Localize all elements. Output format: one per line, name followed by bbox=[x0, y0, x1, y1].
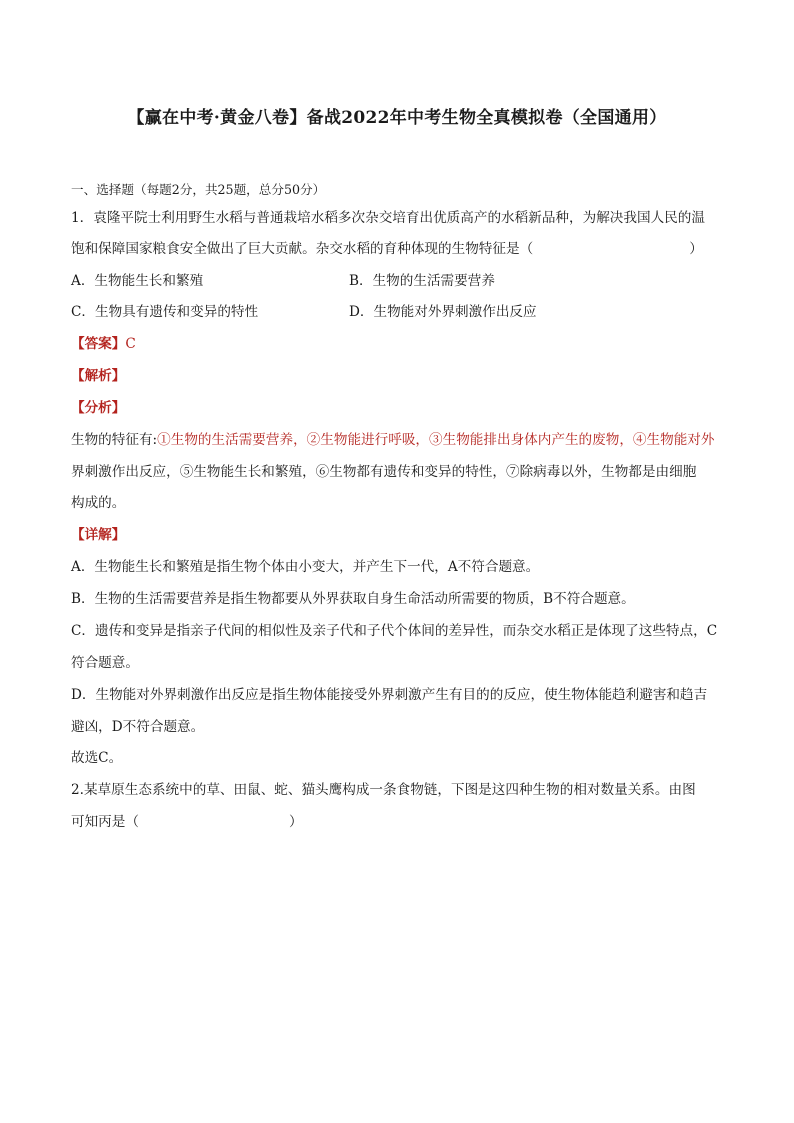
detail-d-line1: D．生物能对外界刺激作出反应是指生物体能接受外界刺激产生有目的的反应，使生物体能趋利避害和趋吉 bbox=[71, 687, 708, 703]
analysis-tag: 【解析】 bbox=[71, 368, 126, 384]
fenxi-line1-lead: 生物的特征有: bbox=[71, 432, 158, 448]
q1-stem-close: ） bbox=[689, 241, 703, 257]
fenxi-line1 bbox=[71, 431, 715, 449]
q1-stem-line1: 1．袁隆平院士利用野生水稻与普通栽培水稻多次杂交培育出优质高产的水稻新品种，为解决我国人民的温 bbox=[71, 210, 705, 226]
page-title: 【赢在中考·黄金八卷】备战2022年中考生物全真模拟卷（全国通用） bbox=[127, 108, 667, 128]
section-header: 一、选择题（每题2分，共25题，总分50分） bbox=[71, 182, 326, 197]
q1-option-a: A．生物能生长和繁殖 bbox=[71, 273, 204, 289]
q1-option-b: B．生物的生活需要营养 bbox=[349, 273, 495, 289]
fenxi-line1-red: ①生物的生活需要营养，②生物能进行呼吸，③生物能排出身体内产生的废物，④生物能对外 bbox=[157, 432, 715, 448]
answer-value: C bbox=[125, 336, 136, 352]
q2-stem-line2 bbox=[71, 813, 303, 831]
q2-stem-text: 可知丙是（ bbox=[71, 814, 139, 830]
detail-b: B．生物的生活需要营养是指生物都要从外界获取自身生命活动所需要的物质，B不符合题意。 bbox=[71, 591, 635, 607]
answer-line bbox=[71, 335, 136, 353]
detail-d-line2: 避凶，D不符合题意。 bbox=[71, 719, 205, 735]
detail-c-line1: C．遗传和变异是指亲子代间的相似性及亲子代和子代个体间的差异性，而杂交水稻正是体现了这些特点，C bbox=[71, 623, 718, 639]
q1-stem-text: 饱和保障国家粮食安全做出了巨大贡献。杂交水稻的育种体现的生物特征是（ bbox=[71, 241, 534, 257]
q2-stem-close: ） bbox=[288, 814, 303, 830]
q1-stem-line2 bbox=[71, 240, 703, 258]
detail-tag: 【详解】 bbox=[71, 527, 126, 543]
conclusion: 故选C。 bbox=[71, 750, 123, 766]
detail-c-line2: 符合题意。 bbox=[71, 655, 139, 671]
q1-option-d: D．生物能对外界刺激作出反应 bbox=[349, 304, 537, 320]
detail-a: A．生物能生长和繁殖是指生物个体由小变大，并产生下一代，A不符合题意。 bbox=[71, 559, 540, 575]
fenxi-tag: 【分析】 bbox=[71, 400, 126, 416]
fenxi-line3: 构成的。 bbox=[71, 495, 126, 511]
answer-tag: 【答案】 bbox=[71, 336, 126, 352]
q1-option-c: C．生物具有遗传和变异的特性 bbox=[71, 304, 259, 320]
q2-stem-line1: 2.某草原生态系统中的草、田鼠、蛇、猫头鹰构成一条食物链，下图是这四种生物的相对数量关系。由图 bbox=[71, 782, 696, 798]
fenxi-line2: 界刺激作出反应，⑤生物能生长和繁殖，⑥生物都有遗传和变异的特性，⑦除病毒以外，生物都是由细胞 bbox=[71, 464, 697, 480]
